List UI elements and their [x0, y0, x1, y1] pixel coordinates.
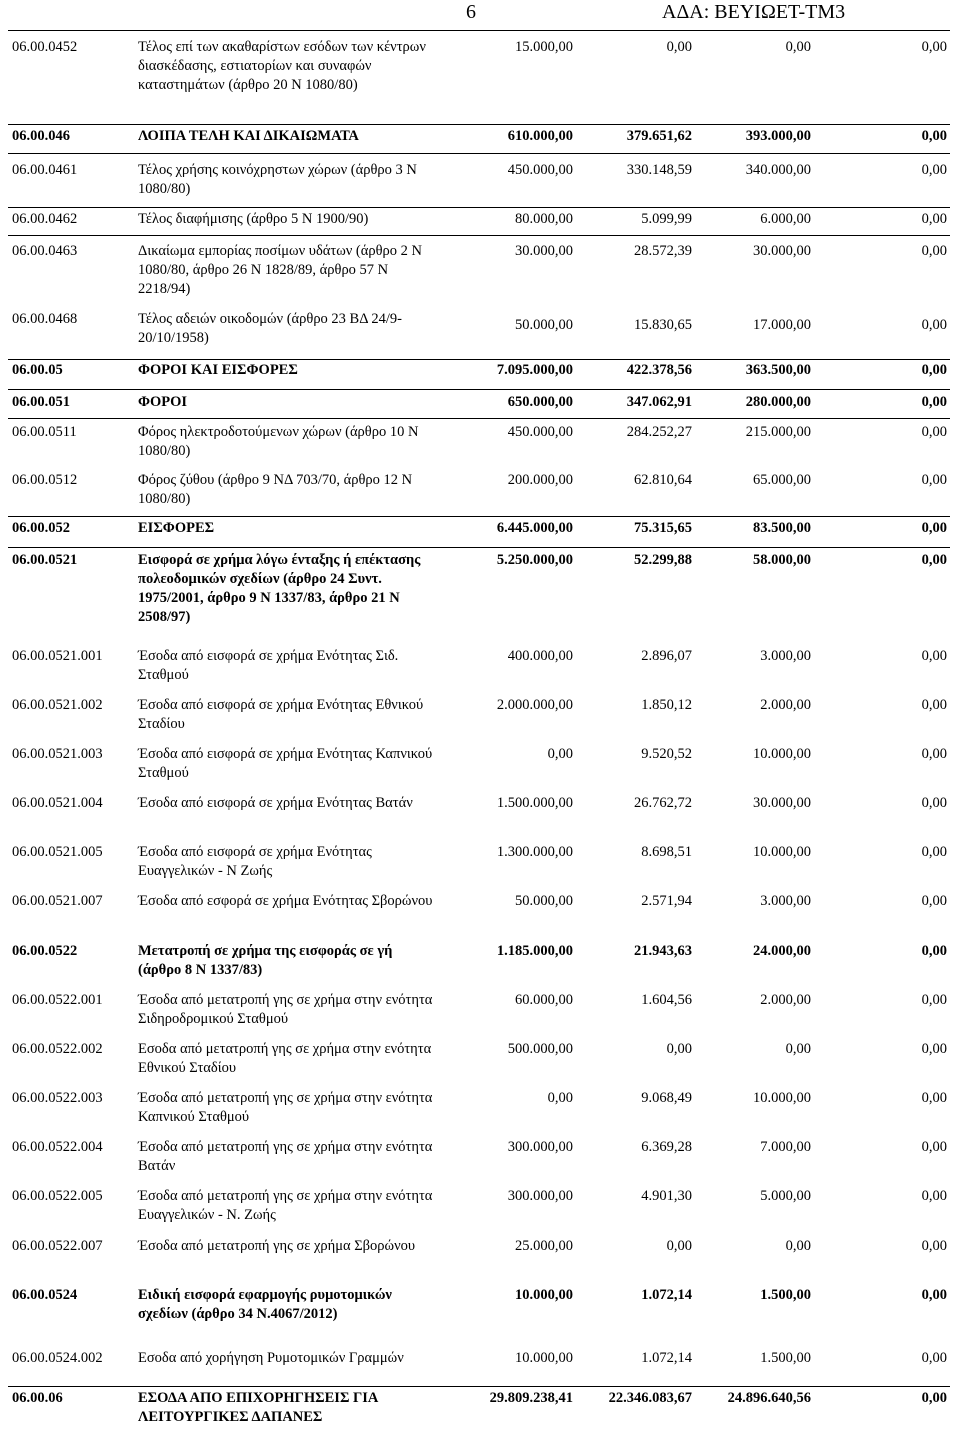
- row-amount-4: 0,00: [921, 1188, 947, 1204]
- row-code: 06.00.0468: [12, 311, 78, 327]
- row-amount-4: 0,00: [921, 128, 947, 144]
- row-code: 06.00.0521.002: [12, 697, 103, 713]
- row-amount-1: 500.000,00: [507, 1041, 573, 1057]
- row-description: Έσοδα από εισφορά σε χρήμα Ενότητας Εθνικού Σταδίου: [138, 697, 424, 732]
- row-code: 06.00.0524.002: [12, 1350, 103, 1366]
- row-description: Εισφορά σε χρήμα λόγω ένταξης ή επέκτασης πολεοδομικών σχεδίων (άρθρο 24 Συντ. 1975/2001, άρθρο 9 Ν 1337/83, άρθρο 21 Ν 2508/97): [138, 552, 421, 625]
- row-amount-3: 363.500,00: [745, 362, 811, 378]
- row-amount-4: 0,00: [921, 844, 947, 860]
- row-amount-4: 0,00: [921, 520, 947, 536]
- row-description: Έσοδα από εισφορά σε χρήμα Ενότητας Ευαγγελικών - Ν Ζωής: [138, 844, 372, 879]
- row-divider: [8, 235, 950, 236]
- row-amount-4: 0,00: [921, 943, 947, 959]
- row-amount-1: 15.000,00: [515, 39, 573, 55]
- row-amount-2: 5.099,99: [641, 211, 692, 227]
- row-code: 06.00.0522.002: [12, 1041, 103, 1057]
- row-amount-3: 7.000,00: [760, 1139, 811, 1155]
- row-code: 06.00.06: [12, 1390, 63, 1406]
- row-amount-2: 1.072,14: [641, 1287, 692, 1303]
- row-amount-1: 29.809.238,41: [489, 1390, 573, 1406]
- row-amount-2: 422.378,56: [626, 362, 692, 378]
- row-amount-1: 50.000,00: [515, 317, 573, 333]
- row-amount-1: 450.000,00: [507, 162, 573, 178]
- row-amount-4: 0,00: [921, 746, 947, 762]
- ada-identifier: ΑΔΑ: ΒΕΥΙΩΕΤ-ΤΜ3: [662, 1, 846, 23]
- row-amount-2: 8.698,51: [641, 844, 692, 860]
- row-amount-3: 393.000,00: [745, 128, 811, 144]
- row-amount-2: 4.901,30: [641, 1188, 692, 1204]
- row-amount-4: 0,00: [921, 317, 947, 333]
- row-amount-2: 52.299,88: [634, 552, 692, 568]
- row-amount-1: 5.250.000,00: [496, 552, 573, 568]
- row-amount-4: 0,00: [921, 552, 947, 568]
- row-amount-4: 0,00: [921, 648, 947, 664]
- row-amount-2: 9.068,49: [641, 1090, 692, 1106]
- row-amount-2: 0,00: [666, 1238, 692, 1254]
- row-amount-3: 1.500,00: [760, 1350, 811, 1366]
- row-amount-2: 379.651,62: [626, 128, 692, 144]
- row-amount-4: 0,00: [921, 1287, 947, 1303]
- row-amount-4: 0,00: [921, 697, 947, 713]
- row-amount-3: 10.000,00: [753, 844, 811, 860]
- row-description: ΦΟΡΟΙ: [138, 394, 188, 410]
- row-amount-1: 0,00: [547, 746, 573, 762]
- row-amount-2: 62.810,64: [634, 472, 692, 488]
- row-amount-3: 2.000,00: [760, 697, 811, 713]
- row-amount-2: 1.604,56: [641, 992, 692, 1008]
- row-description: Έσοδα από εσφορά σε χρήμα Ενότητας Σβορώνου: [138, 893, 433, 909]
- row-code: 06.00.051: [12, 394, 70, 410]
- row-description: Έσοδα από μετατροπή γης σε χρήμα στην ενότητα Βατάν: [138, 1139, 433, 1174]
- row-amount-1: 30.000,00: [515, 243, 573, 259]
- row-amount-2: 330.148,59: [626, 162, 692, 178]
- row-amount-3: 10.000,00: [753, 746, 811, 762]
- row-amount-4: 0,00: [921, 39, 947, 55]
- row-amount-4: 0,00: [921, 893, 947, 909]
- row-amount-4: 0,00: [921, 992, 947, 1008]
- row-amount-2: 75.315,65: [634, 520, 692, 536]
- row-code: 06.00.0452: [12, 39, 78, 55]
- row-amount-1: 1.300.000,00: [496, 844, 573, 860]
- row-divider: [8, 153, 950, 154]
- row-amount-3: 30.000,00: [753, 795, 811, 811]
- row-amount-3: 24.000,00: [753, 943, 811, 959]
- row-amount-1: 300.000,00: [507, 1139, 573, 1155]
- row-amount-2: 1.072,14: [641, 1350, 692, 1366]
- row-amount-1: 300.000,00: [507, 1188, 573, 1204]
- row-amount-4: 0,00: [921, 1390, 947, 1406]
- row-amount-3: 5.000,00: [760, 1188, 811, 1204]
- row-divider: [8, 389, 950, 390]
- row-code: 06.00.0522.005: [12, 1188, 103, 1204]
- row-divider: [8, 418, 950, 419]
- row-amount-2: 15.830,65: [634, 317, 692, 333]
- row-amount-3: 6.000,00: [760, 211, 811, 227]
- row-amount-1: 610.000,00: [507, 128, 573, 144]
- row-amount-3: 340.000,00: [745, 162, 811, 178]
- row-amount-3: 2.000,00: [760, 992, 811, 1008]
- row-amount-1: 0,00: [547, 1090, 573, 1106]
- row-amount-1: 10.000,00: [515, 1350, 573, 1366]
- row-description: Εσοδα από μετατροπή γης σε χρήμα στην ενότητα Εθνικού Σταδίου: [138, 1041, 432, 1076]
- row-amount-4: 0,00: [921, 211, 947, 227]
- row-description: Έσοδα από μετατροπή γης σε χρήμα στην ενότητα Καπνικού Σταθμού: [138, 1090, 433, 1125]
- row-divider: [8, 516, 950, 517]
- row-code: 06.00.0463: [12, 243, 78, 259]
- row-amount-2: 347.062,91: [626, 394, 692, 410]
- row-amount-2: 2.896,07: [641, 648, 692, 664]
- row-description: Τέλος αδειών οικοδομών (άρθρο 23 ΒΔ 24/9-20/10/1958): [138, 311, 402, 346]
- row-amount-3: 30.000,00: [753, 243, 811, 259]
- row-amount-1: 80.000,00: [515, 211, 573, 227]
- row-amount-3: 10.000,00: [753, 1090, 811, 1106]
- row-divider: [8, 547, 950, 548]
- row-amount-4: 0,00: [921, 1350, 947, 1366]
- row-code: 06.00.0524: [12, 1287, 78, 1303]
- row-amount-2: 9.520,52: [641, 746, 692, 762]
- row-amount-4: 0,00: [921, 1139, 947, 1155]
- row-amount-1: 10.000,00: [515, 1287, 573, 1303]
- row-code: 06.00.0521.003: [12, 746, 103, 762]
- row-description: Έσοδα από μετατροπή γης σε χρήμα Σβορώνου: [138, 1238, 416, 1254]
- row-amount-2: 28.572,39: [634, 243, 692, 259]
- row-amount-1: 450.000,00: [507, 424, 573, 440]
- row-amount-3: 58.000,00: [753, 552, 811, 568]
- row-code: 06.00.0512: [12, 472, 78, 488]
- header-rule: [8, 30, 950, 31]
- row-amount-4: 0,00: [921, 1090, 947, 1106]
- row-description: Τέλος επί των ακαθαρίστων εσόδων των κέντρων διασκέδασης, εστιατορίων και συναφών καταστημάτων (άρθρο 20 Ν 1080/80): [138, 39, 426, 93]
- row-divider: [8, 207, 950, 208]
- row-amount-3: 17.000,00: [753, 317, 811, 333]
- row-description: Έσοδα από εισφορά σε χρήμα Ενότητας Βατάν: [138, 795, 413, 811]
- row-code: 06.00.0521.001: [12, 648, 103, 664]
- row-code: 06.00.0522: [12, 943, 78, 959]
- row-amount-4: 0,00: [921, 162, 947, 178]
- row-amount-3: 280.000,00: [745, 394, 811, 410]
- row-amount-2: 284.252,27: [626, 424, 692, 440]
- row-amount-3: 0,00: [785, 1041, 811, 1057]
- row-description: Φόρος ηλεκτροδοτούμενων χώρων (άρθρο 10 Ν 1080/80): [138, 424, 419, 459]
- row-amount-4: 0,00: [921, 424, 947, 440]
- row-amount-2: 6.369,28: [641, 1139, 692, 1155]
- row-amount-3: 65.000,00: [753, 472, 811, 488]
- row-amount-1: 200.000,00: [507, 472, 573, 488]
- row-code: 06.00.0521.005: [12, 844, 103, 860]
- row-amount-3: 215.000,00: [745, 424, 811, 440]
- row-divider: [8, 1386, 950, 1387]
- row-amount-2: 22.346.083,67: [608, 1390, 692, 1406]
- row-code: 06.00.0522.001: [12, 992, 103, 1008]
- row-description: Ειδική εισφορά εφαρμογής ρυμοτομικών σχεδίων (άρθρο 34 Ν.4067/2012): [138, 1287, 392, 1322]
- row-amount-4: 0,00: [921, 394, 947, 410]
- row-code: 06.00.0522.007: [12, 1238, 103, 1254]
- row-amount-1: 50.000,00: [515, 893, 573, 909]
- row-description: Τέλος διαφήμισης (άρθρο 5 Ν 1900/90): [138, 211, 369, 227]
- row-description: Έσοδα από εισφορά σε χρήμα Ενότητας Σιδ. Σταθμού: [138, 648, 399, 683]
- page-number: 6: [466, 1, 476, 23]
- row-amount-2: 21.943,63: [634, 943, 692, 959]
- row-code: 06.00.0461: [12, 162, 78, 178]
- row-code: 06.00.0462: [12, 211, 78, 227]
- row-amount-1: 7.095.000,00: [496, 362, 573, 378]
- row-amount-4: 0,00: [921, 1238, 947, 1254]
- row-amount-1: 2.000.000,00: [496, 697, 573, 713]
- row-divider: [8, 124, 950, 125]
- row-description: Έσοδα από εισφορά σε χρήμα Ενότητας Καπνικού Σταθμού: [138, 746, 433, 781]
- row-amount-4: 0,00: [921, 795, 947, 811]
- row-code: 06.00.0522.004: [12, 1139, 103, 1155]
- row-divider: [8, 359, 950, 360]
- row-code: 06.00.0521: [12, 552, 78, 568]
- row-description: Μετατροπή σε χρήμα της εισφοράς σε γή (άρθρο 8 Ν 1337/83): [138, 943, 393, 978]
- row-amount-2: 26.762,72: [634, 795, 692, 811]
- row-amount-2: 1.850,12: [641, 697, 692, 713]
- row-description: Έσοδα από μετατροπή γης σε χρήμα στην ενότητα Ευαγγελικών - Ν. Ζωής: [138, 1188, 433, 1223]
- row-amount-4: 0,00: [921, 1041, 947, 1057]
- row-description: ΕΙΣΦΟΡΕΣ: [138, 520, 215, 536]
- row-amount-3: 83.500,00: [753, 520, 811, 536]
- row-amount-1: 25.000,00: [515, 1238, 573, 1254]
- row-description: ΦΟΡΟΙ ΚΑΙ ΕΙΣΦΟΡΕΣ: [138, 362, 298, 378]
- row-amount-1: 1.500.000,00: [496, 795, 573, 811]
- row-amount-1: 400.000,00: [507, 648, 573, 664]
- row-description: ΛΟΙΠΑ ΤΕΛΗ ΚΑΙ ΔΙΚΑΙΩΜΑΤΑ: [138, 128, 359, 144]
- row-code: 06.00.0511: [12, 424, 77, 440]
- row-code: 06.00.05: [12, 362, 63, 378]
- row-amount-4: 0,00: [921, 243, 947, 259]
- row-code: 06.00.0521.007: [12, 893, 103, 909]
- row-amount-1: 60.000,00: [515, 992, 573, 1008]
- row-amount-3: 0,00: [785, 39, 811, 55]
- row-amount-1: 650.000,00: [507, 394, 573, 410]
- row-amount-1: 1.185.000,00: [496, 943, 573, 959]
- row-amount-2: 2.571,94: [641, 893, 692, 909]
- row-amount-3: 1.500,00: [760, 1287, 811, 1303]
- row-amount-3: 0,00: [785, 1238, 811, 1254]
- row-amount-4: 0,00: [921, 472, 947, 488]
- row-description: Εσοδα από χορήγηση Ρυμοτομικών Γραμμών: [138, 1350, 404, 1366]
- row-description: Τέλος χρήσης κοινόχρηστων χώρων (άρθρο 3 Ν 1080/80): [138, 162, 417, 197]
- row-amount-2: 0,00: [666, 1041, 692, 1057]
- row-code: 06.00.0522.003: [12, 1090, 103, 1106]
- row-amount-2: 0,00: [666, 39, 692, 55]
- row-description: Έσοδα από μετατροπή γης σε χρήμα στην ενότητα Σιδηροδρομικού Σταθμού: [138, 992, 433, 1027]
- row-amount-3: 24.896.640,56: [727, 1390, 811, 1406]
- row-amount-3: 3.000,00: [760, 648, 811, 664]
- row-amount-4: 0,00: [921, 362, 947, 378]
- row-code: 06.00.052: [12, 520, 70, 536]
- row-description: Δικαίωμα εμπορίας ποσίμων υδάτων (άρθρο 2 Ν 1080/80, άρθρο 26 Ν 1828/89, άρθρο 57 Ν 2218/94): [138, 243, 422, 297]
- row-description: ΕΣΟΔΑ ΑΠΟ ΕΠΙΧΟΡΗΓΗΣΕΙΣ ΓΙΑ ΛΕΙΤΟΥΡΓΙΚΕΣ ΔΑΠΑΝΕΣ: [138, 1390, 378, 1425]
- row-code: 06.00.046: [12, 128, 70, 144]
- row-amount-1: 6.445.000,00: [496, 520, 573, 536]
- row-amount-3: 3.000,00: [760, 893, 811, 909]
- row-description: Φόρος ζύθου (άρθρο 9 ΝΔ 703/70, άρθρο 12 Ν 1080/80): [138, 472, 413, 507]
- row-code: 06.00.0521.004: [12, 795, 103, 811]
